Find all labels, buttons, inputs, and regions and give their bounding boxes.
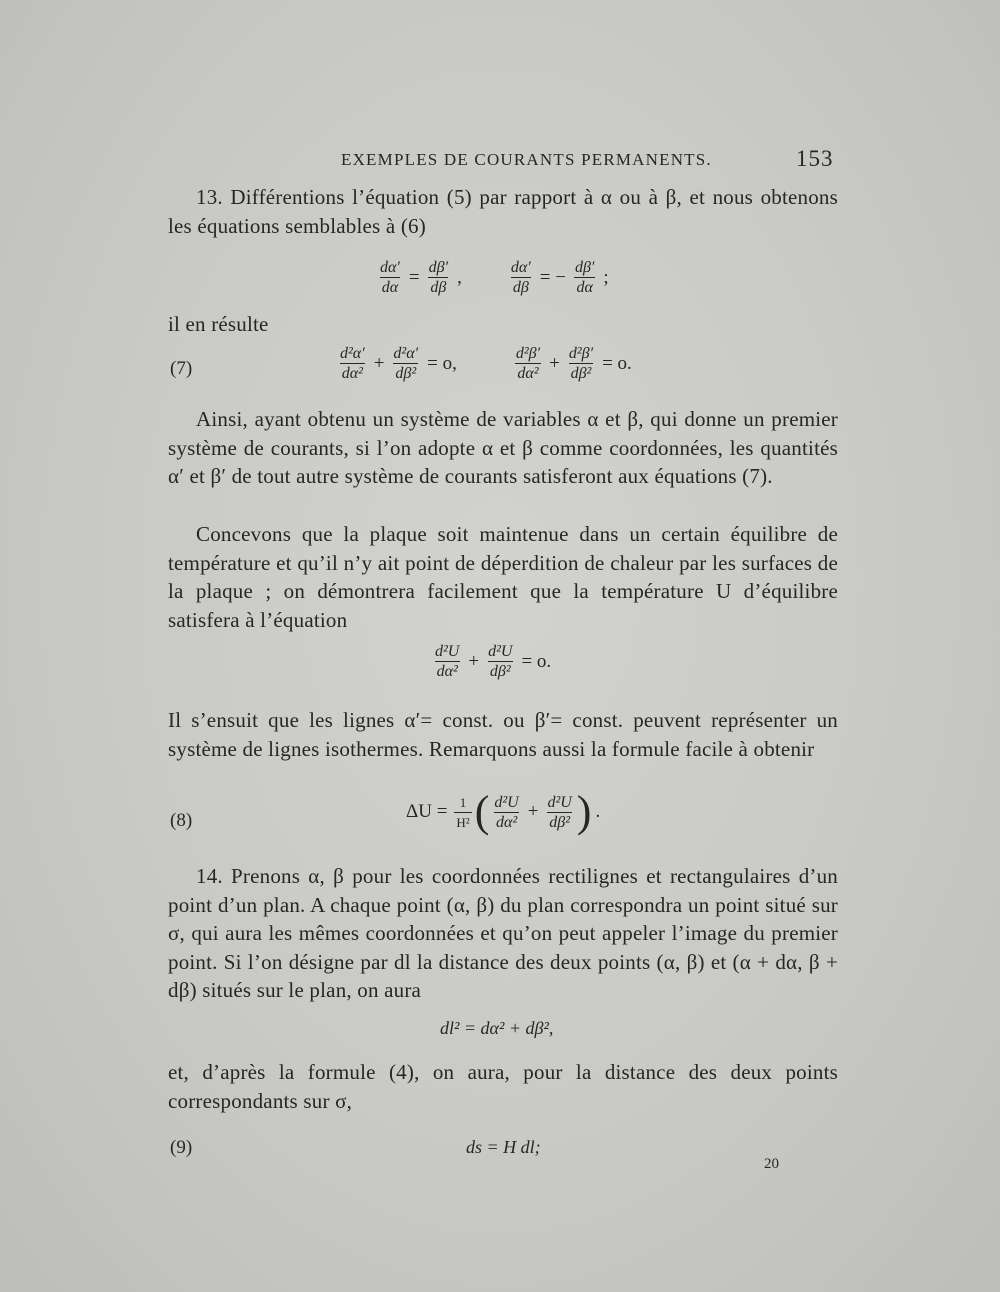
fraction: $\frac{d\beta'}{d\alpha}$ [574,259,595,296]
equation-number-8: (8) [170,810,193,831]
paragraph-il-sensuit: Il s’ensuit que les lignes α′= const. ou β′= const. peuvent représenter un système de lignes isothermes. Remarquons aussi la formule facile à obtenir [168,708,838,761]
paragraph-concevons: Concevons que la plaque soit maintenue dans un certain équilibre de température et qu’il n’y ait point de déperdition de chaleur par les surfaces de la plaque ; on démontrera facilement que la température U d’équilibre satisfera à l’équation [168,522,838,632]
fraction: $\frac{d\alpha'}{d\beta}$ [510,259,531,296]
equation-number-7: (7) [170,358,193,379]
signature-mark: 20 [764,1156,779,1172]
paragraph-13: 13. Différentions l’équation (5) par rapport à α ou à β, et nous obtenons les équations semblables à (6) [168,185,838,238]
equation-8: ΔU = $\frac{1}{\text{H²}}$ ( $\frac{\text{d²U}}{\text{dα²}}$ + $\frac{\text{d²U}}{\text{dβ²}}$ ) . [406,787,601,836]
paragraph-ainsi: Ainsi, ayant obtenu un système de variables α et β, qui donne un premier système de courants, si l’on adopte α et β comme coordonnées, les quantités α′ et β′ de tout autre système de courants satisferont aux équations (7). [168,407,838,488]
equation-number-9: (9) [170,1137,193,1158]
equation-9: ds = H dl; [466,1137,541,1157]
equation-dl: dl² = dα² + dβ², [440,1018,554,1038]
equation-derivatives: $\frac{d\alpha'}{d\alpha}$ = $\frac{d\beta'}{d\beta}$ , $\frac{d\alpha'}{d\beta}$ = − $\frac{d\beta'}{d\alpha}$ ; [380,259,609,296]
paragraph-14: 14. Prenons α, β pour les coordonnées rectilignes et rectangulaires d’un point d’un plan. A chaque point (α, β) du plan correspondra un point situé sur σ, qui aura les mêmes coordonnées et qu’on peut appeler l’image du premier point. Si l’on désigne par dl la distance des deux points (α, β) et (α + dα, β + dβ) situés sur le plan, on aura [168,864,838,1002]
page-number: 153 [796,146,834,171]
fraction: $\frac{d\beta'}{d\beta}$ [428,259,449,296]
paragraph-et-dapres: et, d’après la formule (4), on aura, pour la distance des deux points correspondants sur σ, [168,1060,838,1113]
fraction: $\frac{d\alpha'}{d\alpha}$ [380,259,400,296]
equation-heat: $\frac{\text{d²U}}{\text{dα²}}$ + $\frac{\text{d²U}}{\text{dβ²}}$ = o. [435,643,552,680]
equation-7: $\frac{\text{d²α′}}{\text{dα²}}$ + $\frac{\text{d²α′}}{\text{dβ²}}$ = o, $\frac{\text{d²β′}}{\text{dα²}}$ + $\frac{\text{d²β′}}{\text{dβ²}}$ = o. [340,345,632,382]
text-il-en-resulte: il en résulte [168,312,269,336]
running-header: EXEMPLES DE COURANTS PERMANENTS. [341,150,712,169]
